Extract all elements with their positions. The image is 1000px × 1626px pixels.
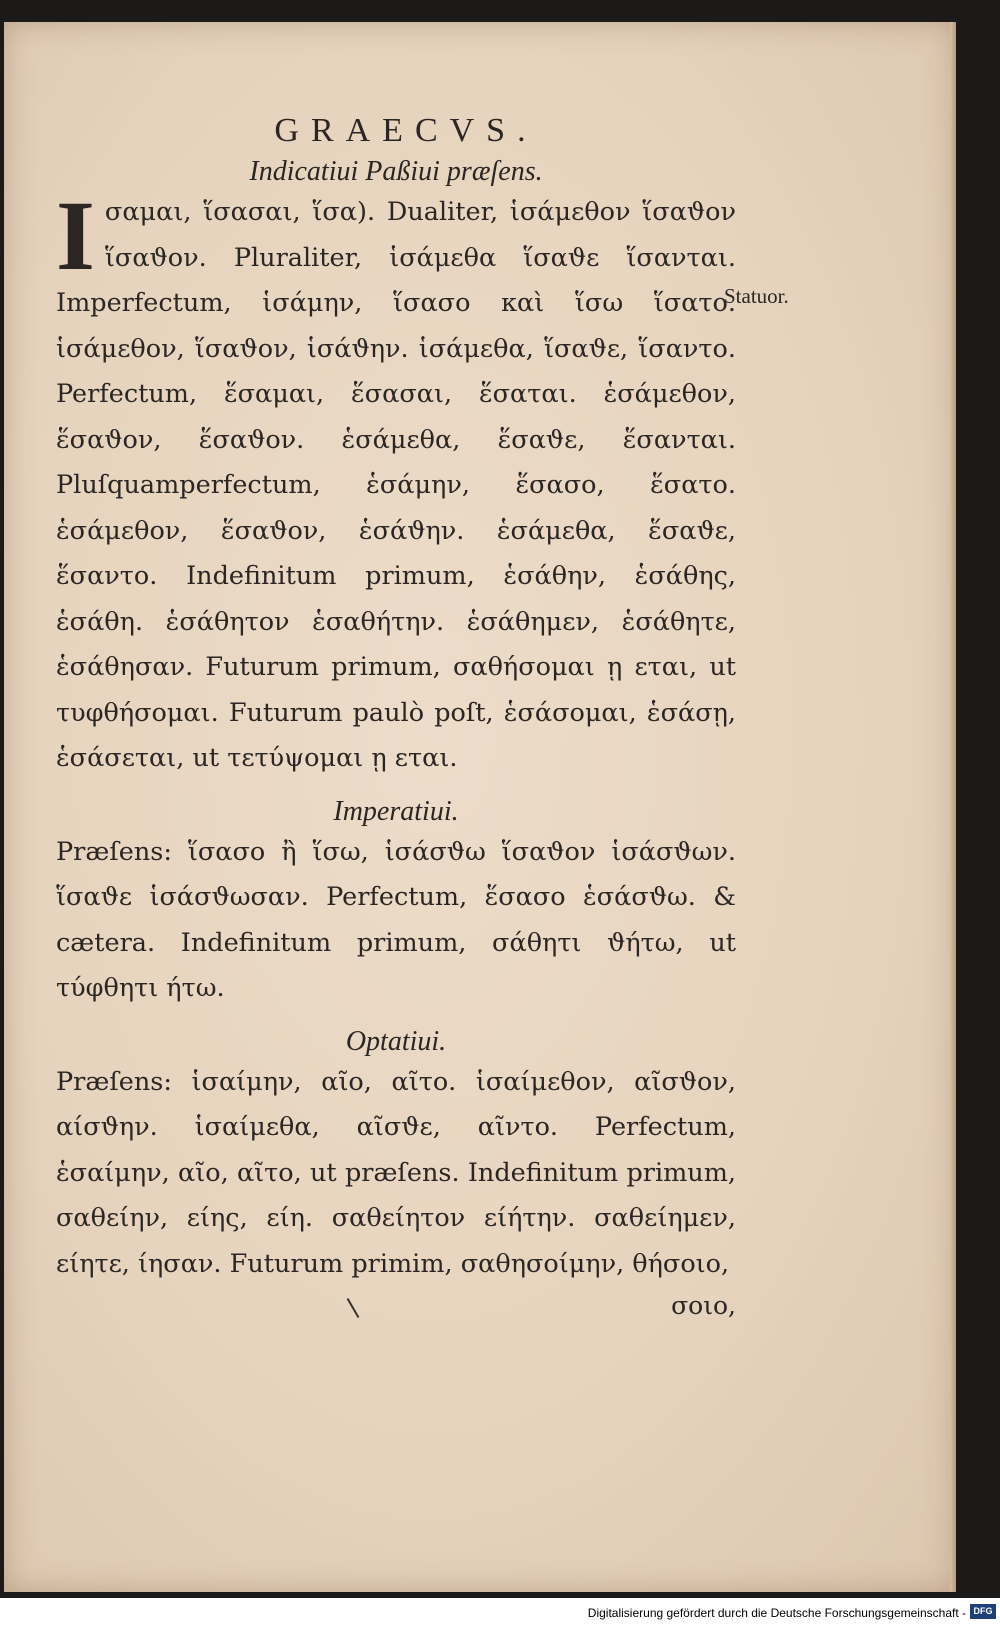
paragraph-optative: Præſens: ἱσαίμην, αῖο, αῖτο. ἱσαίμεθον, αῖσϑον, αίσϑην. ἱσαίμεθα, αῖσϑε, αῖντο. Perfectum, ἑσαίμην, αῖο, αῖτο, ut præſens. Indefinitum primum, σαθείην, είης, είη. σαθείητον είήτην. σαθείημεν, είητε, ίησαν. Futurum primim, σαθησοίμην, θήσοιο, [56, 1066, 736, 1279]
paragraph-indicative-text: σαμαι, ἵσασαι, ἵσα). Dualiter, ἱσάμεθον ἵσαϑον ἵσαϑον. Pluraliter, ἱσάμεθα ἵσαϑε ἵσανται. Imperfectum, ἱσάμην, ἵσασο καὶ ἵσω ἵσατο. ἱσάμεθον, ἵσαϑον, ἱσάϑην. ἱσάμεθα, ἵσαϑε, ἵσαντο. Perfectum, ἕσαμαι, ἕσασαι, ἕσαται. ἑσάμεθον, ἕσαϑον, ἕσαϑον. ἑσάμεθα, ἕσαϑε, ἕσανται. Pluſquamperfectum, ἑσάμην, ἕσασο, ἕσατο. ἑσάμεθον, ἕσαϑον, ἑσάϑην. ἑσάμεθα, ἕσαϑε, ἕσαντο. Indefinitum primum, ἑσάθην, ἑσάθης, ἑσάθη. ἑσάθητον ἑσαθήτην. ἑσάθημεν, ἑσάθητε, ἑσάθησαν. Futurum primum, σαθήσομαι ῃ εται, ut τυφθήσομαι. Futurum paulò poſt, ἑσάσομαι, ἑσάσῃ, ἑσάσεται, ut τετύψομαι ῃ εται. [56, 197, 736, 773]
paragraph-imperative: Præſens: ἵσασο ἢ ἵσω, ἱσάσϑω ἵσαϑον ἱσάσϑων. ἵσαϑε ἱσάσϑωσαν. Perfectum, ἕσασο ἑσάσϑω. & cætera. Indefinitum primum, σάθητι ϑήτω, ut τύφθητι ήτω. [56, 836, 736, 1003]
drop-cap: I [56, 180, 95, 291]
section-heading-imperative: Imperatiui. [333, 795, 459, 827]
text-block [56, 112, 736, 1335]
section-heading-optative: Optatiui. [345, 1025, 447, 1057]
running-head: GRAECVS. [274, 112, 538, 149]
dfg-logo: DFG [970, 1604, 996, 1619]
ink-mark [347, 1298, 360, 1318]
footer-credit: Digitalisierung gefördert durch die Deutsche Forschungsgemeinschaft - [587, 1606, 966, 1620]
page-edge [950, 22, 956, 1592]
paragraph-indicative [56, 180, 736, 782]
margin-note: Statuor. [724, 284, 789, 308]
book-page [4, 22, 956, 1592]
section-heading-indicative: Indicatiui Paßiui præſens. [249, 156, 543, 187]
footer-bar [0, 1598, 1000, 1626]
catchword: σοιο, [671, 1291, 736, 1320]
catchword-line [56, 1291, 736, 1335]
